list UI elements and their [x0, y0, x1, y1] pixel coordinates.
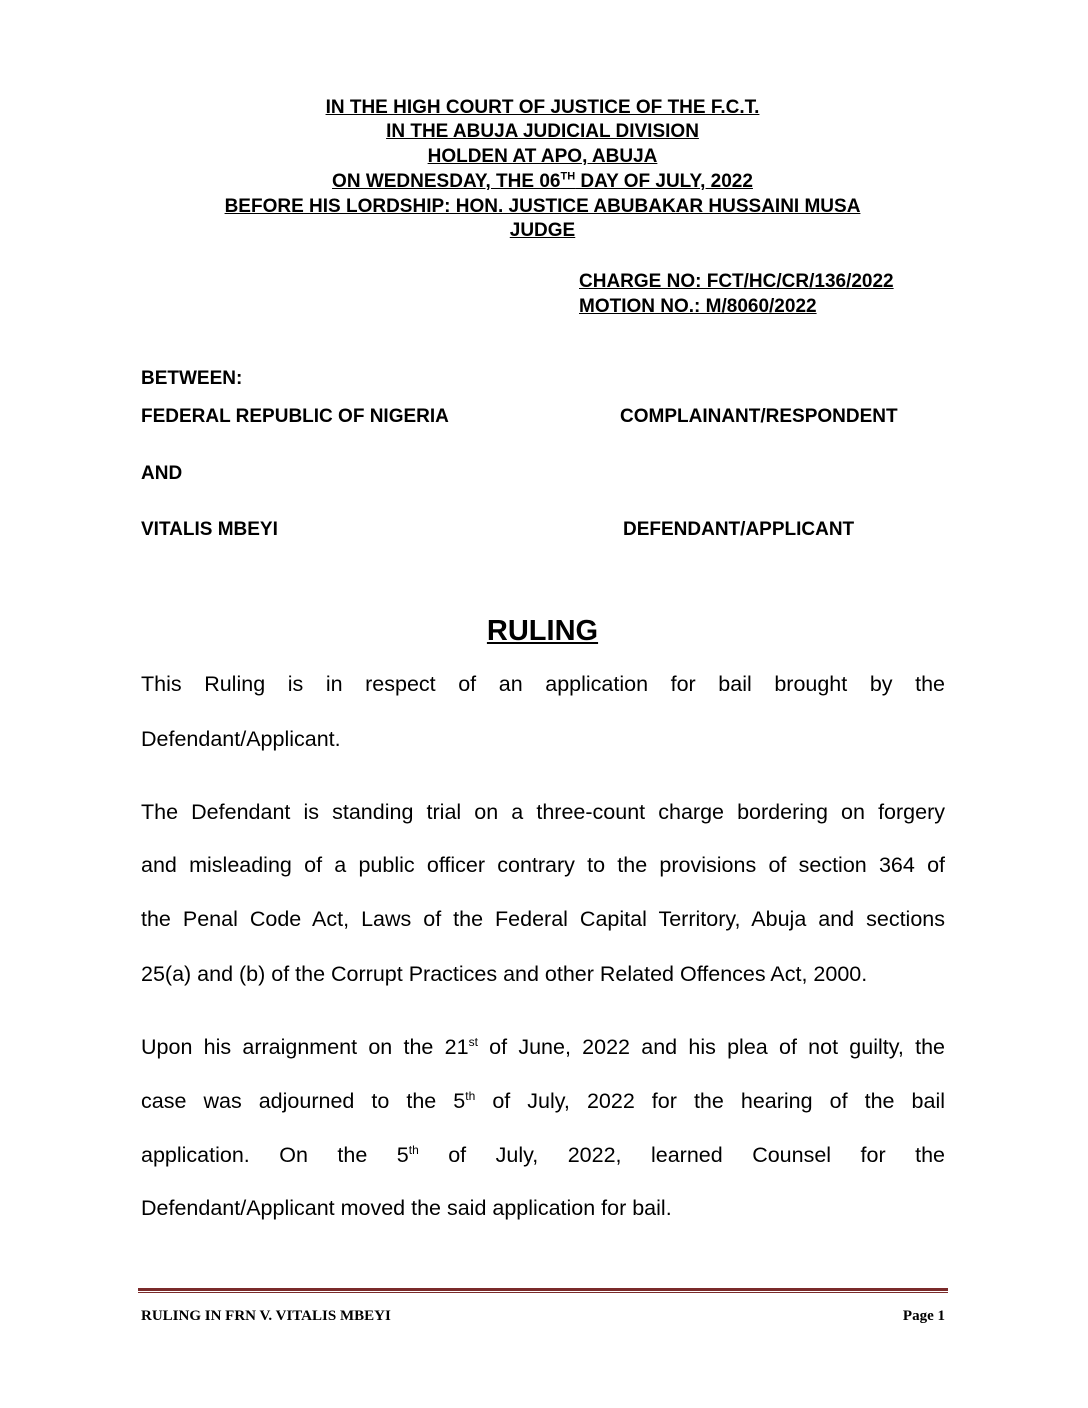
para3-line-2: [141, 1086, 945, 1116]
and-label: AND: [141, 463, 183, 484]
para3-line-1-b: of June, 2022 and his plea of not guilty, the: [477, 1035, 945, 1059]
complainant-role: COMPLAINANT/RESPONDENT: [620, 406, 898, 427]
para3-line-1-a: Upon his arraignment on the 21: [141, 1035, 469, 1059]
para3-line-2-ordinal: th: [465, 1088, 476, 1103]
para3-line-2-a: case was adjourned to the 5: [141, 1089, 466, 1113]
date-post: DAY OF JULY, 2022: [575, 171, 753, 192]
para3-line-1: [141, 1032, 945, 1062]
para3-line-1-ordinal: st: [468, 1034, 478, 1049]
date-ordinal: TH: [560, 170, 576, 183]
header-line-judge: JUDGE: [509, 220, 576, 241]
para3-line-4: Defendant/Applicant moved the said application for bail.: [141, 1196, 672, 1220]
header-line-holden: HOLDEN AT APO, ABUJA: [427, 146, 658, 167]
defendant-name: VITALIS MBEYI: [141, 519, 278, 540]
header-line-court: IN THE HIGH COURT OF JUSTICE OF THE F.C.T.: [325, 97, 760, 118]
para2-line-2: and misleading of a public officer contrary to the provisions of section 364 of: [141, 853, 945, 877]
complainant-name: FEDERAL REPUBLIC OF NIGERIA: [141, 406, 449, 427]
date-pre: ON WEDNESDAY, THE 06: [332, 171, 561, 192]
para1-line-2: Defendant/Applicant.: [141, 727, 341, 751]
para3-line-3-ordinal: th: [408, 1142, 419, 1157]
para3-line-2-b: of July, 2022 for the hearing of the bail: [475, 1089, 945, 1113]
para2-line-1: The Defendant is standing trial on a three-count charge bordering on forgery: [141, 800, 945, 824]
para2-line-4: 25(a) and (b) of the Corrupt Practices and other Related Offences Act, 2000.: [141, 962, 868, 986]
defendant-role: DEFENDANT/APPLICANT: [623, 519, 855, 540]
motion-number: MOTION NO.: M/8060/2022: [579, 296, 817, 317]
header-line-judge-name: BEFORE HIS LORDSHIP: HON. JUSTICE ABUBAKAR HUSSAINI MUSA: [224, 196, 861, 217]
para3-line-3-b: of July, 2022, learned Counsel for the: [418, 1143, 946, 1167]
footer-title: RULING IN FRN V. VITALIS MBEYI: [141, 1308, 391, 1324]
header-line-date: [140, 170, 945, 194]
para1-line-1: This Ruling is in respect of an application for bail brought by the: [141, 672, 945, 696]
between-label: BETWEEN:: [141, 368, 243, 389]
footer-divider-thin: [138, 1292, 948, 1293]
ruling-title: RULING: [486, 615, 599, 647]
para2-line-3: the Penal Code Act, Laws of the Federal Capital Territory, Abuja and sections: [141, 907, 945, 931]
charge-number: CHARGE NO: FCT/HC/CR/136/2022: [579, 271, 894, 292]
para3-line-3: [141, 1140, 945, 1170]
page-number: Page 1: [902, 1308, 945, 1324]
header-line-division: IN THE ABUJA JUDICIAL DIVISION: [386, 121, 699, 142]
para3-line-3-a: application. On the 5: [141, 1143, 409, 1167]
footer-divider: [138, 1288, 948, 1291]
